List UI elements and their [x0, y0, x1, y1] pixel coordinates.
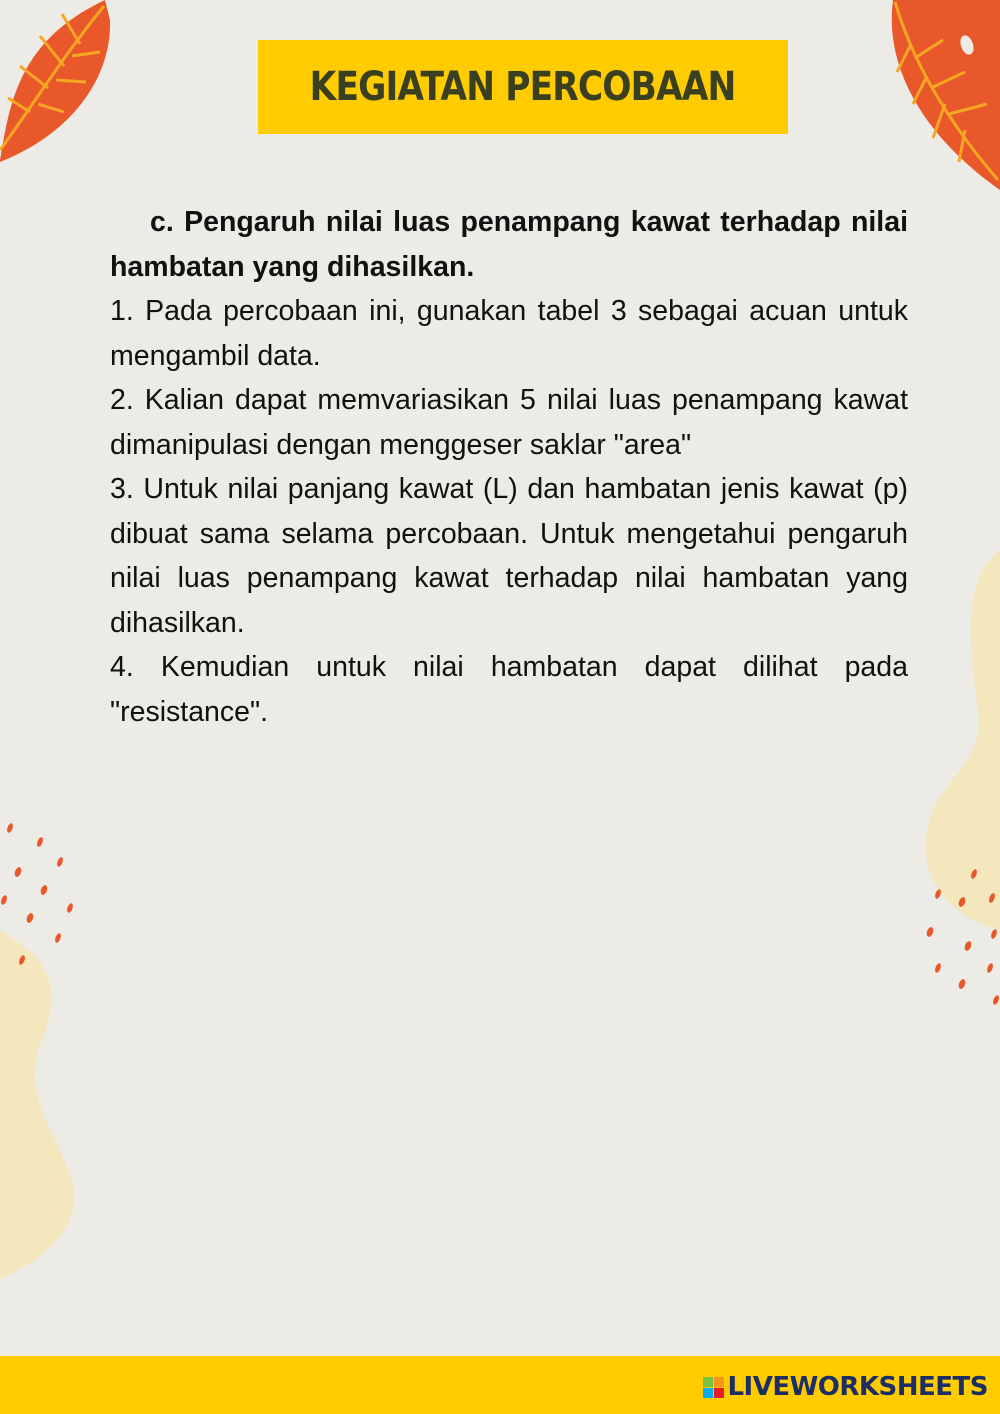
autumn-leaf-icon: [0, 0, 115, 165]
liveworksheets-brand-link[interactable]: [703, 1372, 988, 1402]
cream-blob-left: [0, 930, 80, 1280]
orange-dots-pattern: [0, 820, 80, 970]
instructions-section: [110, 200, 908, 734]
orange-dots-pattern: [920, 860, 1000, 1010]
title-banner: [258, 40, 788, 134]
section-heading: c. Pengaruh nilai luas penampang kawat terhadap nilai hambatan yang dihasilkan.: [110, 206, 908, 283]
instruction-step-4: 4. Kemudian untuk nilai hambatan dapat dilihat pada "resistance".: [110, 651, 908, 728]
autumn-leaf-icon: [885, 0, 1000, 190]
page-title: KEGIATAN PERCOBAAN: [310, 64, 736, 110]
footer-bar: [0, 1356, 1000, 1414]
instruction-step-1: 1. Pada percobaan ini, gunakan tabel 3 sebagai acuan untuk mengambil data.: [110, 295, 908, 372]
instruction-step-2: 2. Kalian dapat memvariasikan 5 nilai luas penampang kawat dimanipulasi dengan menggeser saklar "area": [110, 384, 908, 461]
liveworksheets-logo-icon: [703, 1377, 724, 1398]
brand-name: LIVEWORKSHEETS: [727, 1372, 988, 1402]
instruction-step-3: 3. Untuk nilai panjang kawat (L) dan hambatan jenis kawat (p) dibuat sama selama percobaan. Untuk mengetahui pengaruh nilai luas penampang kawat terhadap nilai hambatan yang dihasilkan.: [110, 473, 908, 639]
